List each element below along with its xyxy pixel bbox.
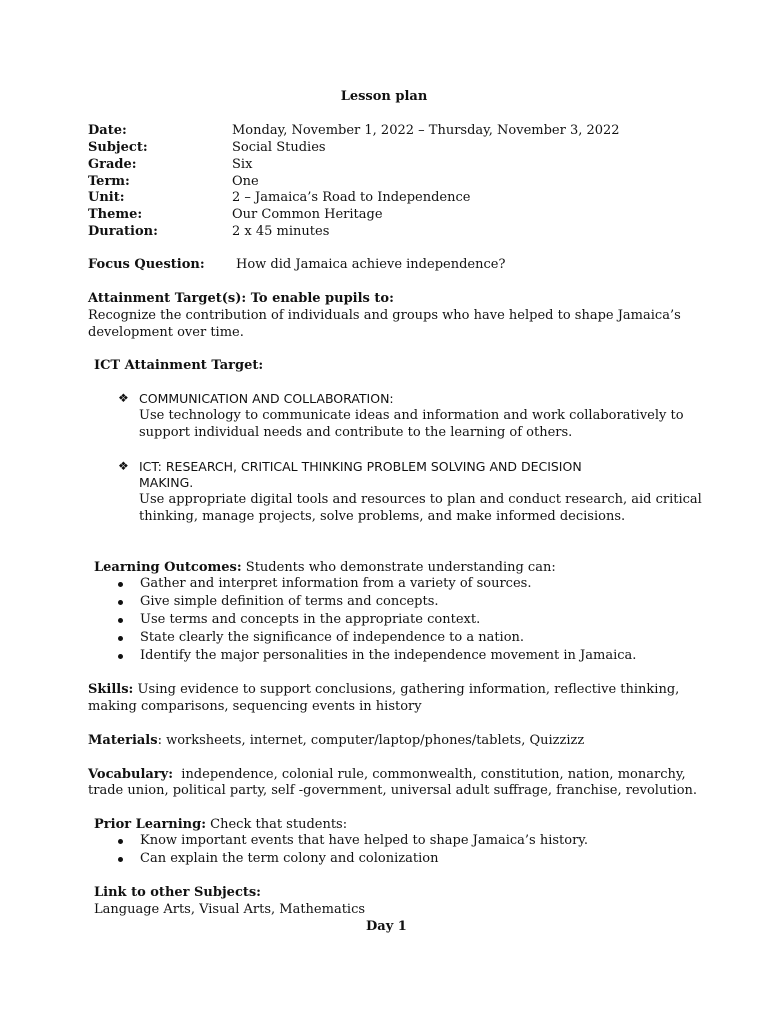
focus-question-value: How did Jamaica achieve independence? (236, 257, 506, 272)
ict-heading: ICT Attainment Target: (94, 358, 264, 373)
date-label: Date: (88, 123, 127, 138)
day-heading: Day 1 (366, 919, 407, 934)
ict-item-2-line-1: Use appropriate digital tools and resources to plan and conduct research, aid critical (139, 492, 702, 507)
ict-item-1-line-2: support individual needs and contribute to the learning of others. (139, 425, 573, 440)
ict-item-2-title-line-2: MAKING. (139, 475, 194, 490)
vocabulary-line-2: trade union, political party, self -government, universal adult suffrage, franchise, revolution. (88, 783, 698, 798)
list-item: Use terms and concepts in the appropriate context. (115, 611, 636, 629)
term-value: One (232, 174, 259, 189)
duration-label: Duration: (88, 224, 158, 239)
skills-text-1: Using evidence to support conclusions, gathering information, reflective thinking, (137, 682, 680, 697)
diamond-bullet-icon: ❖ (118, 391, 129, 405)
prior-learning-label: Prior Learning: (94, 817, 207, 832)
materials-line (88, 732, 584, 749)
date-value: Monday, November 1, 2022 – Thursday, November 3, 2022 (232, 123, 620, 138)
bullet-dot-icon (118, 618, 123, 623)
learning-outcomes-label: Learning Outcomes: (94, 560, 242, 575)
list-item: Give simple definition of terms and concepts. (115, 593, 636, 611)
list-item: Identify the major personalities in the independence movement in Jamaica. (115, 647, 636, 665)
grade-value: Six (232, 157, 253, 172)
bullet-dot-icon (118, 839, 123, 844)
theme-value: Our Common Heritage (232, 207, 383, 222)
duration-value: 2 x 45 minutes (232, 224, 330, 239)
bullet-dot-icon (118, 600, 123, 605)
prior-learning-line (94, 816, 347, 833)
unit-value: 2 – Jamaica’s Road to Independence (232, 190, 471, 205)
bullet-dot-icon (118, 636, 123, 641)
subject-value: Social Studies (232, 140, 326, 155)
attainment-heading: Attainment Target(s): To enable pupils to: (88, 291, 394, 306)
vocabulary-text-1: independence, colonial rule, commonwealth, constitution, nation, monarchy, (181, 767, 686, 782)
bullet-dot-icon (118, 582, 123, 587)
ict-item-2-line-2: thinking, manage projects, solve problems, and make informed decisions. (139, 509, 626, 524)
ict-item-1-line-1: Use technology to communicate ideas and information and work collaboratively to (139, 408, 684, 423)
attainment-line-1: Recognize the contribution of individuals and groups who have helped to shape Jamaica’s (88, 308, 681, 323)
prior-learning-list (115, 832, 588, 868)
prior-learning-intro: Check that students: (210, 817, 348, 832)
link-heading: Link to other Subjects: (94, 885, 261, 900)
list-item: Know important events that have helped to shape Jamaica’s history. (115, 832, 588, 850)
diamond-bullet-icon: ❖ (118, 459, 129, 473)
theme-label: Theme: (88, 207, 143, 222)
link-text: Language Arts, Visual Arts, Mathematics (94, 902, 366, 917)
grade-label: Grade: (88, 157, 137, 172)
learning-outcomes-intro: Students who demonstrate understanding can: (245, 560, 556, 575)
skills-label: Skills: (88, 682, 134, 697)
vocabulary-label: Vocabulary: (88, 767, 174, 782)
skills-line-2: making comparisons, sequencing events in history (88, 699, 422, 714)
materials-label: Materials (88, 733, 158, 748)
materials-text: : worksheets, internet, computer/laptop/phones/tablets, Quizzizz (157, 733, 585, 748)
learning-outcomes-list (115, 575, 636, 665)
skills-line-1 (88, 681, 679, 698)
bullet-dot-icon (118, 654, 123, 659)
bullet-dot-icon (118, 857, 123, 862)
ict-item-2-title-line-1: ICT: RESEARCH, CRITICAL THINKING PROBLEM SOLVING AND DECISION (139, 459, 582, 474)
learning-outcomes-line (94, 559, 556, 576)
list-item: Gather and interpret information from a variety of sources. (115, 575, 636, 593)
vocabulary-line-1 (88, 766, 686, 783)
page-title: Lesson plan (340, 89, 428, 104)
list-item: State clearly the significance of independence to a nation. (115, 629, 636, 647)
term-label: Term: (88, 174, 130, 189)
attainment-line-2: development over time. (88, 325, 244, 340)
ict-item-1-title: COMMUNICATION AND COLLABORATION: (139, 391, 394, 406)
focus-question-label: Focus Question: (88, 257, 205, 272)
unit-label: Unit: (88, 190, 125, 205)
subject-label: Subject: (88, 140, 148, 155)
list-item: Can explain the term colony and colonization (115, 850, 588, 868)
